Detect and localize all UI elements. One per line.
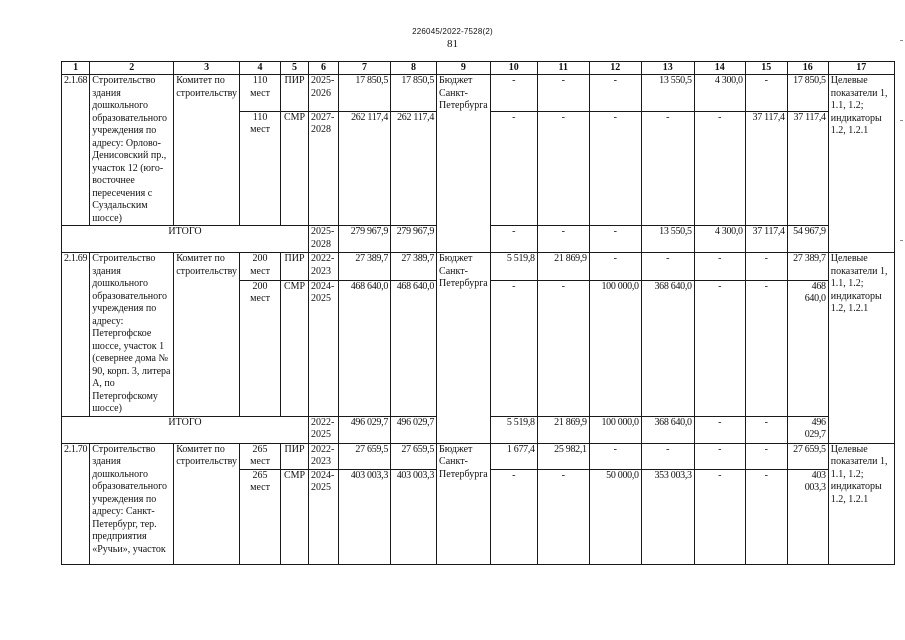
amount-col-15: - bbox=[745, 443, 787, 469]
item-number: 2.1.69 bbox=[62, 253, 90, 417]
scan-mark bbox=[900, 240, 903, 241]
page-header bbox=[0, 26, 905, 50]
table-row bbox=[62, 253, 895, 281]
budget-amount: 17 850,5 bbox=[391, 75, 437, 112]
column-number: 5 bbox=[281, 62, 309, 75]
amount-col-11: 21 869,9 bbox=[537, 253, 589, 281]
amount-col-15: 37 117,4 bbox=[745, 226, 787, 253]
amount-col-14: - bbox=[694, 253, 745, 281]
stage-type: ПИР bbox=[281, 253, 309, 281]
column-number: 8 bbox=[391, 62, 437, 75]
period: 2022-2023 bbox=[309, 443, 339, 469]
amount-col-11: - bbox=[537, 75, 589, 112]
amount-col-12: - bbox=[589, 226, 641, 253]
funding-source: Бюджет Санкт-Петербурга bbox=[437, 443, 491, 564]
amount-col-14: - bbox=[694, 469, 745, 564]
capacity: 200 мест bbox=[240, 280, 281, 416]
amount-col-15: - bbox=[745, 253, 787, 281]
amount-col-13: 368 640,0 bbox=[641, 280, 694, 416]
budget-amount: 27 389,7 bbox=[391, 253, 437, 281]
period: 2024-2025 bbox=[309, 469, 339, 564]
column-number: 17 bbox=[828, 62, 894, 75]
total-cost: 262 117,4 bbox=[339, 111, 391, 225]
amount-col-15: 37 117,4 bbox=[745, 111, 787, 225]
capacity: 110 мест bbox=[240, 75, 281, 112]
budget-amount: 262 117,4 bbox=[391, 111, 437, 225]
amount-col-15: - bbox=[745, 280, 787, 416]
budget-amount: 403 003,3 bbox=[391, 469, 437, 564]
capacity: 265 мест bbox=[240, 443, 281, 469]
column-number: 12 bbox=[589, 62, 641, 75]
amount-col-13: - bbox=[641, 253, 694, 281]
target-indicators: Целевые показатели 1, 1.1, 1.2; индикаторы 1.2, 1.2.1 bbox=[828, 443, 894, 564]
amount-col-10: - bbox=[490, 111, 537, 225]
table-row bbox=[62, 75, 895, 112]
capacity: 110 мест bbox=[240, 111, 281, 225]
capacity: 265 мест bbox=[240, 469, 281, 564]
total-label: ИТОГО bbox=[62, 226, 309, 253]
total-label: ИТОГО bbox=[62, 416, 309, 443]
amount-col-14: - bbox=[694, 416, 745, 443]
column-number: 16 bbox=[787, 62, 828, 75]
amount-col-14: 4 300,0 bbox=[694, 226, 745, 253]
amount-col-16: 54 967,9 bbox=[787, 226, 828, 253]
amount-col-16: 403 003,3 bbox=[787, 469, 828, 564]
column-number: 7 bbox=[339, 62, 391, 75]
stage-type: ПИР bbox=[281, 75, 309, 112]
total-cost: 27 659,5 bbox=[339, 443, 391, 469]
column-number: 4 bbox=[240, 62, 281, 75]
total-cost: 27 389,7 bbox=[339, 253, 391, 281]
amount-col-14: 4 300,0 bbox=[694, 75, 745, 112]
total-cost: 468 640,0 bbox=[339, 280, 391, 416]
budget-amount: 27 659,5 bbox=[391, 443, 437, 469]
column-number: 14 bbox=[694, 62, 745, 75]
stage-type: ПИР bbox=[281, 443, 309, 469]
stage-type: СМР bbox=[281, 469, 309, 564]
amount-col-16: 27 659,5 bbox=[787, 443, 828, 469]
target-indicators: Целевые показатели 1, 1.1, 1.2; индикаторы 1.2, 1.2.1 bbox=[828, 253, 894, 444]
amount-col-15: - bbox=[745, 75, 787, 112]
amount-col-13: - bbox=[641, 443, 694, 469]
amount-col-10: - bbox=[490, 280, 537, 416]
amount-col-10: 1 677,4 bbox=[490, 443, 537, 469]
amount-col-12: 100 000,0 bbox=[589, 280, 641, 416]
customer: Комитет по строительству bbox=[174, 75, 240, 226]
amount-col-10: 5 519,8 bbox=[490, 416, 537, 443]
column-number: 2 bbox=[90, 62, 174, 75]
stage-type: СМР bbox=[281, 111, 309, 225]
amount-col-11: - bbox=[537, 111, 589, 225]
period: 2025-2026 bbox=[309, 75, 339, 112]
period: 2025-2028 bbox=[309, 226, 339, 253]
amount-col-11: 25 982,1 bbox=[537, 443, 589, 469]
period: 2024-2025 bbox=[309, 280, 339, 416]
column-number: 15 bbox=[745, 62, 787, 75]
amount-col-12: 100 000,0 bbox=[589, 416, 641, 443]
amount-col-16: 27 389,7 bbox=[787, 253, 828, 281]
total-cost: 17 850,5 bbox=[339, 75, 391, 112]
column-number-row bbox=[62, 62, 895, 75]
amount-col-10: 5 519,8 bbox=[490, 253, 537, 281]
amount-col-16: 37 117,4 bbox=[787, 111, 828, 225]
amount-col-13: 13 550,5 bbox=[641, 226, 694, 253]
object-name: Строительство здания дошкольного образовательного учреждения по адресу: Орлово-Денисовский пр., участок 12 (юго-восточнее пересечения с Суздальским шоссе) bbox=[90, 75, 174, 226]
amount-col-13: 13 550,5 bbox=[641, 75, 694, 112]
amount-col-13: - bbox=[641, 111, 694, 225]
amount-col-15: - bbox=[745, 469, 787, 564]
column-number: 11 bbox=[537, 62, 589, 75]
column-number: 3 bbox=[174, 62, 240, 75]
budget-amount: 468 640,0 bbox=[391, 280, 437, 416]
amount-col-14: - bbox=[694, 280, 745, 416]
column-number: 1 bbox=[62, 62, 90, 75]
amount-col-13: 368 640,0 bbox=[641, 416, 694, 443]
period: 2022-2025 bbox=[309, 416, 339, 443]
amount-col-14: - bbox=[694, 111, 745, 225]
amount-col-10: - bbox=[490, 226, 537, 253]
item-number: 2.1.70 bbox=[62, 443, 90, 564]
scan-mark bbox=[900, 120, 903, 121]
total-cost: 496 029,7 bbox=[339, 416, 391, 443]
scan-mark bbox=[900, 40, 903, 41]
amount-col-13: 353 003,3 bbox=[641, 469, 694, 564]
amount-col-11: - bbox=[537, 469, 589, 564]
amount-col-16: 496 029,7 bbox=[787, 416, 828, 443]
amount-col-15: - bbox=[745, 416, 787, 443]
table-row bbox=[62, 443, 895, 469]
customer: Комитет по строительству bbox=[174, 443, 240, 564]
period: 2027-2028 bbox=[309, 111, 339, 225]
program-table bbox=[61, 61, 895, 565]
funding-source: Бюджет Санкт-Петербурга bbox=[437, 253, 491, 444]
amount-col-12: - bbox=[589, 111, 641, 225]
amount-col-11: 21 869,9 bbox=[537, 416, 589, 443]
total-cost: 403 003,3 bbox=[339, 469, 391, 564]
budget-amount: 279 967,9 bbox=[391, 226, 437, 253]
period: 2022-2023 bbox=[309, 253, 339, 281]
amount-col-16: 17 850,5 bbox=[787, 75, 828, 112]
amount-col-12: - bbox=[589, 443, 641, 469]
target-indicators: Целевые показатели 1, 1.1, 1.2; индикаторы 1.2, 1.2.1 bbox=[828, 75, 894, 253]
column-number: 9 bbox=[437, 62, 491, 75]
object-name: Строительство здания дошкольного образовательного учреждения по адресу: Петергофское шоссе, участок 1 (севернее дома № 90, корп. 3, литера А, по Петергофскому шоссе) bbox=[90, 253, 174, 417]
document-number: 226045/2022-7528(2) bbox=[412, 27, 493, 36]
amount-col-11: - bbox=[537, 226, 589, 253]
item-number: 2.1.68 bbox=[62, 75, 90, 226]
amount-col-10: - bbox=[490, 75, 537, 112]
column-number: 6 bbox=[309, 62, 339, 75]
column-number: 10 bbox=[490, 62, 537, 75]
amount-col-11: - bbox=[537, 280, 589, 416]
funding-source: Бюджет Санкт-Петербурга bbox=[437, 75, 491, 253]
stage-type: СМР bbox=[281, 280, 309, 416]
object-name: Строительство здания дошкольного образовательного учреждения по адресу: Санкт-Петербург, тер. предприятия «Ручьи», участок bbox=[90, 443, 174, 564]
column-number: 13 bbox=[641, 62, 694, 75]
amount-col-12: - bbox=[589, 75, 641, 112]
budget-amount: 496 029,7 bbox=[391, 416, 437, 443]
amount-col-12: - bbox=[589, 253, 641, 281]
page-number: 81 bbox=[447, 38, 458, 50]
amount-col-12: 50 000,0 bbox=[589, 469, 641, 564]
capacity: 200 мест bbox=[240, 253, 281, 281]
amount-col-14: - bbox=[694, 443, 745, 469]
total-cost: 279 967,9 bbox=[339, 226, 391, 253]
amount-col-16: 468 640,0 bbox=[787, 280, 828, 416]
amount-col-10: - bbox=[490, 469, 537, 564]
customer: Комитет по строительству bbox=[174, 253, 240, 417]
